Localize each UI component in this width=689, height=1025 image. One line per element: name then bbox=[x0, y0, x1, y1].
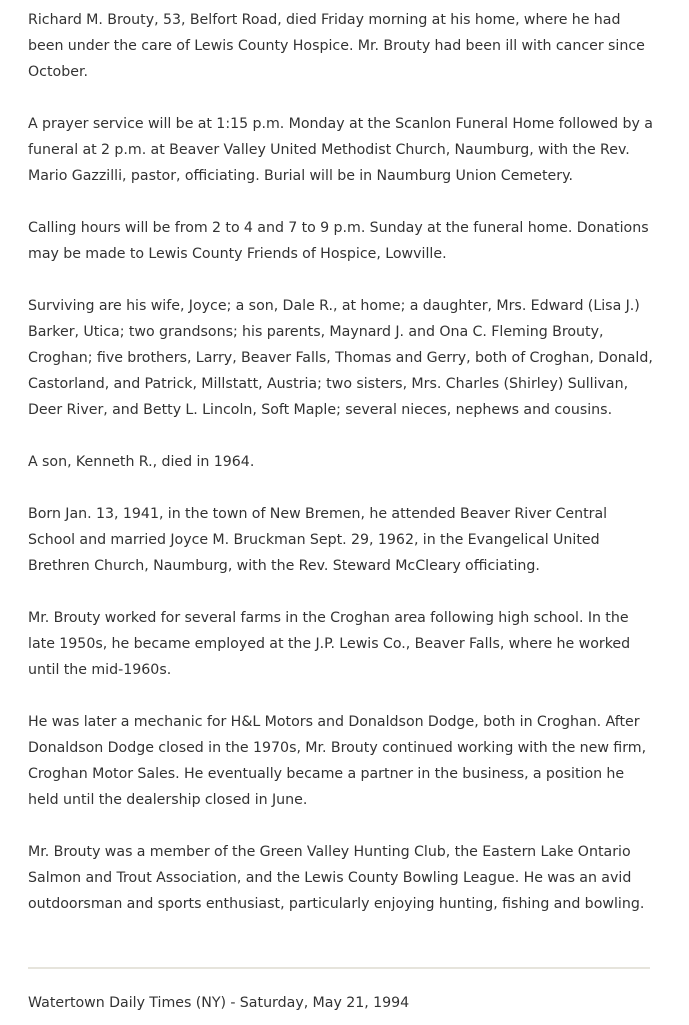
paragraph-survivors: Surviving are his wife, Joyce; a son, Dale R., at home; a daughter, Mrs. Edward (Lisa J.) Barker, Utica; two grandsons; his parents, Maynard J. and Ona C. Fleming Brouty, Croghan; five brothers, Larry, Beaver Falls, Thomas and Gerry, both of Croghan, Donald, Castorland, and Patrick, Millstatt, Austria; two sisters, Mrs. Charles (Shirley) Sullivan, Deer River, and Betty L. Lincoln, Soft Maple; several nieces, nephews and cousins. bbox=[28, 298, 653, 418]
paragraph-early-career: Mr. Brouty worked for several farms in the Croghan area following high school. In the late 1950s, he became employed at the J.P. Lewis Co., Beaver Falls, where he worked until the mid-1960s. bbox=[28, 610, 631, 678]
paragraph-biography: Born Jan. 13, 1941, in the town of New Bremen, he attended Beaver River Central School and married Joyce M. Bruckman Sept. 29, 1962, in the Evangelical United Brethren Church, Naumburg, with the Rev. Steward McCleary officiating. bbox=[28, 506, 608, 574]
paragraph-death-notice: Richard M. Brouty, 53, Belfort Road, died Friday morning at his home, where he had been under the care of Lewis County Hospice. Mr. Brouty had been ill with cancer since October. bbox=[28, 12, 645, 80]
paragraph-services: A prayer service will be at 1:15 p.m. Monday at the Scanlon Funeral Home followed by a funeral at 2 p.m. at Beaver Valley United Methodist Church, Naumburg, with the Rev. Mario Gazzilli, pastor, officiating. Burial will be in Naumburg Union Cemetery. bbox=[28, 116, 653, 184]
source-citation: Watertown Daily Times (NY) - Saturday, May 21, 1994 bbox=[28, 995, 410, 1011]
paragraph-later-career: He was later a mechanic for H&L Motors and Donaldson Dodge, both in Croghan. After Donaldson Dodge closed in the 1970s, Mr. Brouty continued working with the new firm, Croghan Motor Sales. He eventually became a partner in the business, a position he held until the dealership closed in June. bbox=[28, 714, 647, 808]
paragraph-predeceased: A son, Kenneth R., died in 1964. bbox=[28, 454, 255, 470]
footer-divider bbox=[28, 967, 650, 969]
paragraph-memberships: Mr. Brouty was a member of the Green Valley Hunting Club, the Eastern Lake Ontario Salmon and Trout Association, and the Lewis County Bowling League. He was an avid outdoorsman and sports enthusiast, particularly enjoying hunting, fishing and bowling. bbox=[28, 844, 645, 912]
obituary-article bbox=[28, 7, 658, 917]
paragraph-calling-hours: Calling hours will be from 2 to 4 and 7 to 9 p.m. Sunday at the funeral home. Donations may be made to Lewis County Friends of Hospice, Lowville. bbox=[28, 220, 649, 262]
